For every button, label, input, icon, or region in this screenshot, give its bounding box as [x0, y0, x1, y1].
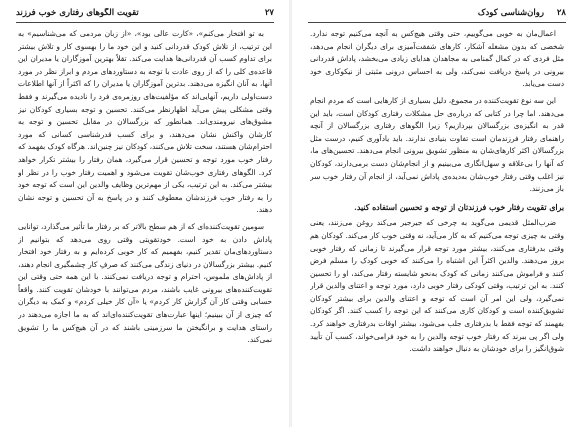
section-heading: برای تقویت رفتار خوب فرزندتان از توجه و تحسین استفاده کنید. — [354, 202, 564, 212]
right-paragraph-3: ضرب‌المثل قدیمی می‌گوید به چرخی که جیرجیر می‌کند روغن می‌زنند، یعنی وقتی به چیزی توجه می‌کنیم که به کار می‌آید، نه وقتی خوب کار می‌کند. کودکان هم وقتی بدرفتاری می‌کنند، بیشتر مورد توجه قرار می‌گیرند تا زمانی که رفتار خوبی بروز می‌دهند. والدین اکثراً این اشتباه را می‌کنند که خوبی کودک را مسلم فرض کنند و فراموش می‌کنند زمانی که کودک به‌نحو شایسته رفتار می‌کند، او را تحسین کنند. به این ترتیب، وقتی کودکی رفتار خوبی دارد، مورد توجه و اعتنای والدین قرار نمی‌گیرد، ولی این امر آن است که توجه و اعتنای والدین برای بیشتر کودکان تشویق‌کننده است و کودکان کاری می‌کنند که این توجه را کسب کنند. اگر کودکان بفهمند که توجه فقط با بدرفتاری جلب می‌شود، بیشتر اوقات بدرفتاری خواهند کرد. ولی اگر پی ببرند که رفتار خوب توجه والدین را به خود فرامی‌خواند، کسب آن تأیید شوق‌انگیز را برای خودشان به دنبال خواهند داشت. — [310, 218, 564, 354]
right-header-title: روان‌شناسی کودک — [477, 8, 544, 18]
right-page-number: ۲۸ — [556, 8, 566, 18]
left-page-number: ۲۷ — [264, 8, 274, 18]
left-header-rule — [16, 22, 274, 23]
right-page-header — [308, 8, 566, 22]
left-page-body — [18, 28, 272, 421]
right-page-body — [310, 28, 564, 421]
left-paragraph-1: به تو افتخار می‌کنم»، «کارت عالی بود»، «از زبان مردمی که می‌شناسیم» به این ترتیب، از تلاش کودک قدردانی کنید و این خود ما را بهسوی کار و تلاش بیشتر برای تداوم کسب آن قدردانی‌ها هدایت می‌کند. تقلاً بهترین آموزگاران یا مدیران این قاعده‌ی کلی را که از روی عادت با توجه به دستاوردهای مردم و ابراز نظر در مورد آنها، به آنان انگیزه می‌دهند. بدترین آموزگاران یا مدیران را که اکثراً از آنها اطلاعات دست‌اولی داریم، آنهایی‌اند که مؤلفیت‌های روزمره‌ی فرد را نادیده می‌گیرند و فقط وقتی مشکلی پیش می‌آید اظهارنظر می‌کنند. تحسین و توجه بسیاری کودکان نیز مشوق‌های نیرومندی‌اند. همانطور که بزرگسالان در مقابل تحسین و توجه به کارشان واکنش نشان می‌دهند، و برای کسب قدرشناسی کسانی که مورد احترام‌شان هستند، سخت تلاش می‌کنند، کودکان نیز چنین‌اند. هرگاه کودک بفهمد که رفتار خوب مورد توجه و تحسین قرار می‌گیرد، همان رفتار را بیشتر تکرار خواهد کرد. الگوهای رفتاری خوب‌شان تقویت می‌شود و اهمیت رفتار خوب را در نظر او بیشتر می‌کند. به این ترتیب، یکی از مهم‌ترین وظایف والدین این است که توجه خود را به رفتار خوب فرزندشان معطوف کنند و در پاسخ به آن تحسین و توجه نشان دهند. — [18, 29, 272, 215]
right-header-rule — [308, 22, 566, 23]
right-paragraph-2: این سه نوع تقویت‌کننده در مجموع، دلیل بسیاری از کارهایی است که مردم انجام می‌دهند. اما چرا در کتابی که درباره‌ی حل مشکلات رفتاری کودکان است، باید این قدر به انگیزه‌ی بزرگسالان بپردازیم؟ زیرا الگوهای رفتاری بزرگسالان از آنچه راهنمای رفتار فرزندمان است تفاوت بنیادی ندارند. باید یادآوری کنیم، درست مثل بزرگسالان اکثر کارهای‌شان به منظور تشویق بیرونی انجام می‌دهند. تحسین‌های ما، که آنها را بی‌علاقه و سهل‌انگاری می‌بینیم و از انجام‌شان دست برمی‌دارند، کودکان نیز اغلب وقتی رفتار خوب‌شان به‌دیده‌ی پاداش نمی‌آید، از انجام آن رفتار خوب سر باز می‌زنند. — [310, 95, 564, 194]
right-page — [292, 0, 582, 427]
left-page — [0, 0, 290, 427]
left-header-title: تقویت الگوهای رفتاری خوب فرزند — [16, 8, 139, 18]
left-page-header — [16, 8, 274, 22]
left-paragraph-2: سومین تقویت‌کننده‌ای که از هم سطح بالاتر که بر رفتار ما تأثیر می‌گذارد، توانایی پاداش دادن به خود است. خودتقویتی وقتی روی می‌دهد که بتوانیم از دستاوردهای‌مان تقدیر کنیم، بفهمیم که کار خوبی کرده‌ایم و به رفتار خود افتخار کنیم. بیشتر بزرگسالان در دنیای زندگی می‌کنند که صرف‌ِ کار چشمگیری انجام دهند، از پاداش‌های ملموس، احترام و توجه دریافت نمی‌کنند. با این همه حتی وقتی این تقویت‌کننده‌های بیرونی غایب باشند، مردم می‌توانند با خودشان تقویت کنند. واقعاً حسابی وقتی کار آن گزارش کار کردم» یا «آن کار خیلی کردم» و کمک به دیگران که چیزی از آن ببینیم؛ اینها عبارت‌های تقویت‌کننده‌ای‌اند که به ما اجازه می‌دهند در راستای هدایت و برانگیختن ما سرزمینی باشند که در آن هیچ‌کس ما را تشویق نمی‌کند. — [18, 221, 272, 345]
right-paragraph-1: اعمال‌مان به خوبی می‌گوییم، حتی وقتی هیچ‌کس به آنچه می‌کنیم توجه ندارد. شخصی که بدون مشغله آشکار، کارهای شفقت‌آمیزی برای دیگران انجام می‌دهد، مثل فردی که در کمال گمنامی به مجاهدان هدایای زیادی می‌بخشد، پاداش قدردانی بیرونی در پاسخ دریافت نمی‌کند، ولی به احساس درونی مثبتی از نیکوکاری خود دست می‌یابد. — [310, 29, 564, 89]
